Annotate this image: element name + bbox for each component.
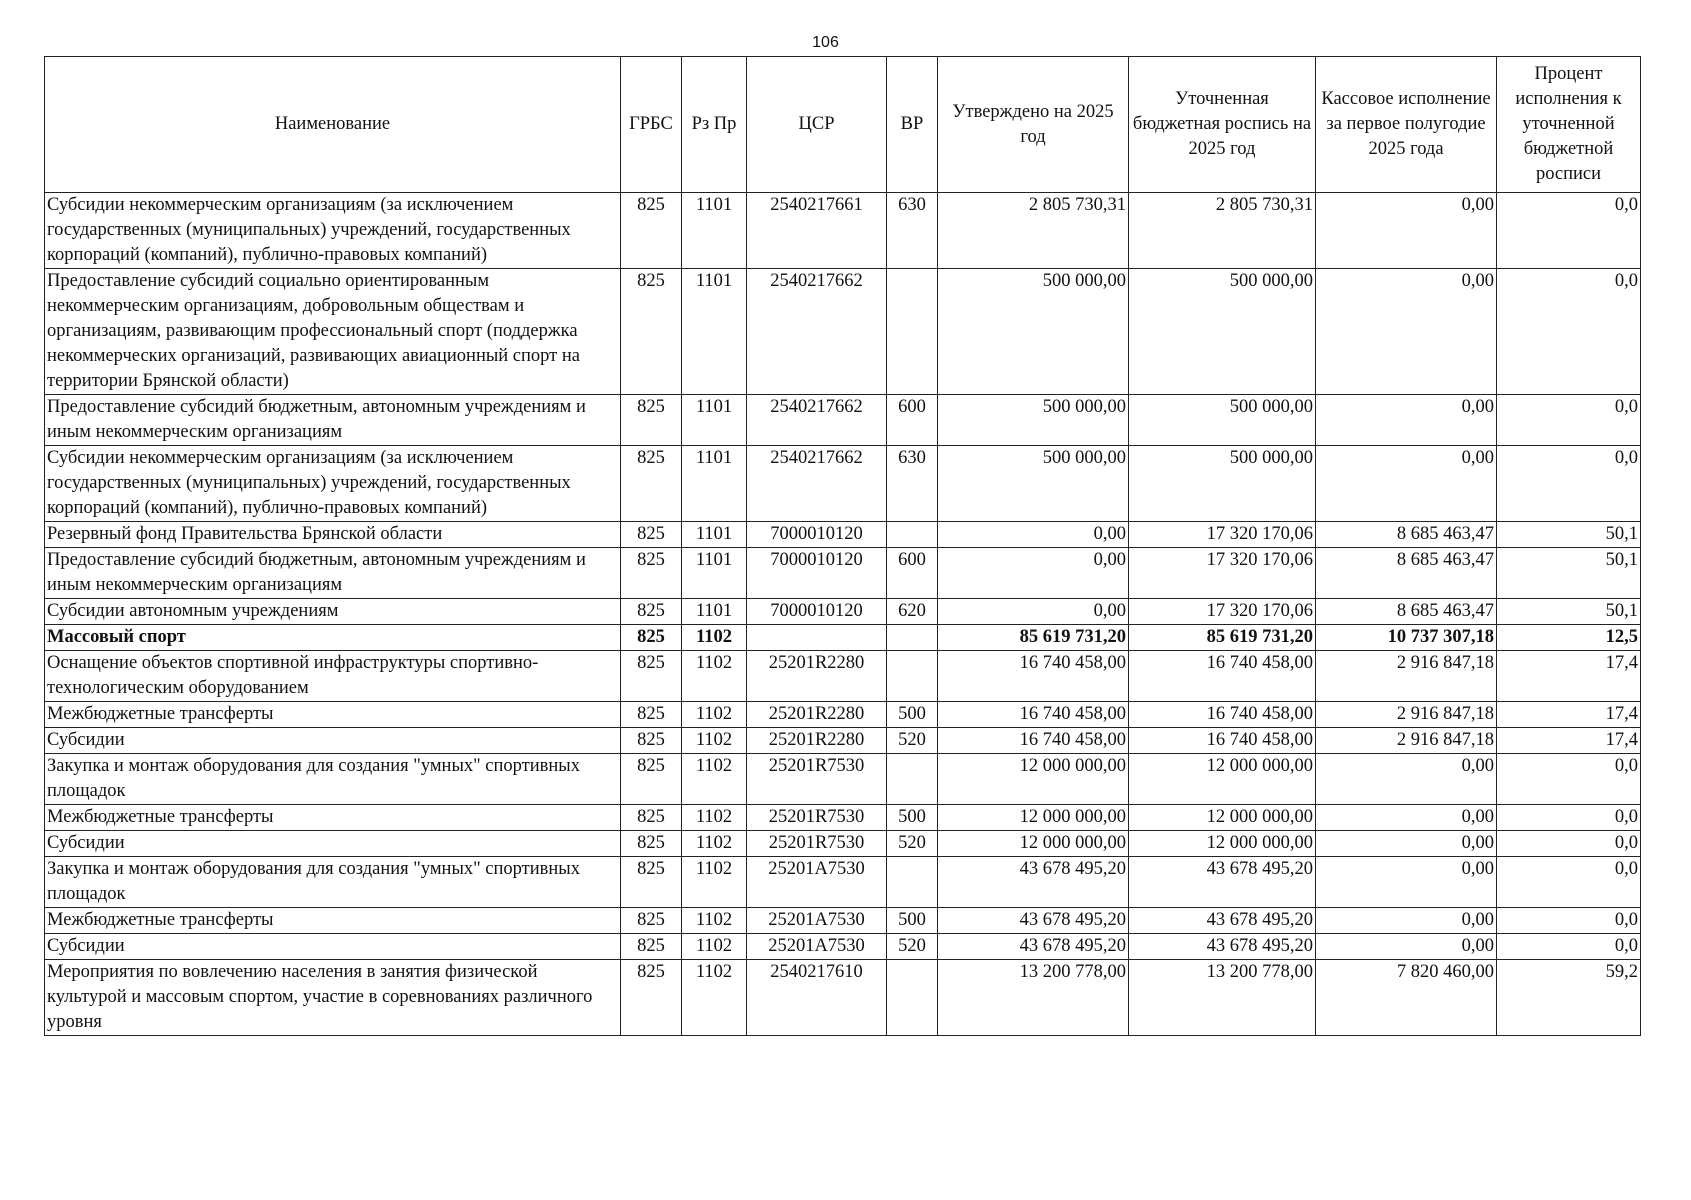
table-row	[45, 831, 1641, 857]
cell-rzpr: 1101	[682, 522, 747, 548]
cell-executed: 0,00	[1316, 754, 1497, 805]
cell-approved: 12 000 000,00	[938, 754, 1129, 805]
cell-approved: 16 740 458,00	[938, 728, 1129, 754]
cell-rzpr: 1101	[682, 599, 747, 625]
cell-grbs: 825	[621, 395, 682, 446]
cell-executed: 8 685 463,47	[1316, 522, 1497, 548]
cell-approved: 0,00	[938, 548, 1129, 599]
table-row	[45, 599, 1641, 625]
cell-refined: 43 678 495,20	[1129, 857, 1316, 908]
cell-refined: 13 200 778,00	[1129, 960, 1316, 1036]
cell-name: Субсидии	[45, 831, 621, 857]
cell-rzpr: 1102	[682, 857, 747, 908]
cell-approved: 16 740 458,00	[938, 702, 1129, 728]
cell-vr: 600	[887, 395, 938, 446]
cell-grbs: 825	[621, 651, 682, 702]
cell-name: Закупка и монтаж оборудования для создания "умных" спортивных площадок	[45, 754, 621, 805]
cell-grbs: 825	[621, 193, 682, 269]
cell-vr: 630	[887, 193, 938, 269]
cell-rzpr: 1102	[682, 934, 747, 960]
cell-rzpr: 1101	[682, 395, 747, 446]
cell-approved: 16 740 458,00	[938, 651, 1129, 702]
cell-name: Закупка и монтаж оборудования для создания "умных" спортивных площадок	[45, 857, 621, 908]
cell-percent: 0,0	[1497, 908, 1641, 934]
cell-grbs: 825	[621, 805, 682, 831]
cell-executed: 7 820 460,00	[1316, 960, 1497, 1036]
cell-csr: 2540217662	[747, 446, 887, 522]
cell-refined: 500 000,00	[1129, 269, 1316, 395]
cell-csr: 25201R2280	[747, 728, 887, 754]
header-rzpr: Рз Пр	[682, 57, 747, 193]
cell-grbs: 825	[621, 754, 682, 805]
cell-grbs: 825	[621, 599, 682, 625]
cell-name: Субсидии	[45, 728, 621, 754]
cell-percent: 50,1	[1497, 599, 1641, 625]
cell-csr: 25201R7530	[747, 831, 887, 857]
cell-vr	[887, 522, 938, 548]
cell-percent: 0,0	[1497, 805, 1641, 831]
table-row	[45, 651, 1641, 702]
table-row	[45, 548, 1641, 599]
cell-grbs: 825	[621, 269, 682, 395]
cell-grbs: 825	[621, 548, 682, 599]
cell-refined: 12 000 000,00	[1129, 805, 1316, 831]
header-refined: Уточненная бюджетная роспись на 2025 год	[1129, 57, 1316, 193]
cell-name: Субсидии некоммерческим организациям (за исключением государственных (муниципальных) учреждений, государственных корпораций (компаний), публично-правовых компаний)	[45, 446, 621, 522]
cell-refined: 16 740 458,00	[1129, 728, 1316, 754]
cell-name: Межбюджетные трансферты	[45, 702, 621, 728]
cell-name: Предоставление субсидий бюджетным, автономным учреждениям и иным некоммерческим организациям	[45, 548, 621, 599]
cell-percent: 0,0	[1497, 754, 1641, 805]
cell-percent: 0,0	[1497, 857, 1641, 908]
cell-rzpr: 1101	[682, 548, 747, 599]
cell-rzpr: 1101	[682, 269, 747, 395]
cell-name: Предоставление субсидий социально ориентированным некоммерческим организациям, добровольным обществам и организациям, развивающим профессиональный спорт (поддержка некоммерческих организаций, развивающих авиационный спорт на территории Брянской области)	[45, 269, 621, 395]
cell-csr: 2540217661	[747, 193, 887, 269]
cell-rzpr: 1102	[682, 702, 747, 728]
cell-percent: 59,2	[1497, 960, 1641, 1036]
cell-csr: 25201R2280	[747, 702, 887, 728]
cell-percent: 12,5	[1497, 625, 1641, 651]
header-executed: Кассовое исполнение за первое полугодие 2025 года	[1316, 57, 1497, 193]
cell-refined: 500 000,00	[1129, 446, 1316, 522]
cell-percent: 0,0	[1497, 934, 1641, 960]
cell-grbs: 825	[621, 625, 682, 651]
cell-percent: 50,1	[1497, 548, 1641, 599]
header-row	[45, 57, 1641, 193]
cell-csr: 25201R7530	[747, 805, 887, 831]
cell-percent: 0,0	[1497, 446, 1641, 522]
cell-name: Оснащение объектов спортивной инфраструктуры спортивно-технологическим оборудованием	[45, 651, 621, 702]
header-csr: ЦСР	[747, 57, 887, 193]
cell-name: Субсидии автономным учреждениям	[45, 599, 621, 625]
cell-vr: 500	[887, 702, 938, 728]
cell-name: Межбюджетные трансферты	[45, 805, 621, 831]
cell-approved: 43 678 495,20	[938, 857, 1129, 908]
cell-executed: 0,00	[1316, 395, 1497, 446]
cell-executed: 2 916 847,18	[1316, 728, 1497, 754]
table-row	[45, 934, 1641, 960]
cell-approved: 12 000 000,00	[938, 831, 1129, 857]
table-row	[45, 960, 1641, 1036]
cell-grbs: 825	[621, 522, 682, 548]
cell-approved: 43 678 495,20	[938, 908, 1129, 934]
cell-csr	[747, 625, 887, 651]
cell-refined: 16 740 458,00	[1129, 651, 1316, 702]
cell-name: Мероприятия по вовлечению населения в занятия физической культурой и массовым спортом, участие в соревнованиях различного уровня	[45, 960, 621, 1036]
cell-grbs: 825	[621, 702, 682, 728]
cell-refined: 85 619 731,20	[1129, 625, 1316, 651]
cell-approved: 12 000 000,00	[938, 805, 1129, 831]
cell-executed: 0,00	[1316, 193, 1497, 269]
cell-refined: 2 805 730,31	[1129, 193, 1316, 269]
cell-csr: 25201R2280	[747, 651, 887, 702]
cell-refined: 17 320 170,06	[1129, 599, 1316, 625]
table-row	[45, 522, 1641, 548]
table-row	[45, 395, 1641, 446]
cell-vr	[887, 857, 938, 908]
cell-rzpr: 1101	[682, 446, 747, 522]
cell-vr: 520	[887, 728, 938, 754]
budget-table	[44, 56, 1641, 1036]
cell-rzpr: 1102	[682, 728, 747, 754]
cell-refined: 12 000 000,00	[1129, 754, 1316, 805]
cell-name: Межбюджетные трансферты	[45, 908, 621, 934]
cell-vr	[887, 960, 938, 1036]
table-row	[45, 269, 1641, 395]
cell-approved: 43 678 495,20	[938, 934, 1129, 960]
cell-vr: 520	[887, 831, 938, 857]
cell-vr: 500	[887, 908, 938, 934]
cell-executed: 0,00	[1316, 857, 1497, 908]
cell-vr	[887, 269, 938, 395]
cell-grbs: 825	[621, 728, 682, 754]
cell-executed: 0,00	[1316, 269, 1497, 395]
table-body	[45, 193, 1641, 1036]
cell-name: Массовый спорт	[45, 625, 621, 651]
header-name: Наименование	[45, 57, 621, 193]
cell-executed: 2 916 847,18	[1316, 651, 1497, 702]
cell-rzpr: 1102	[682, 960, 747, 1036]
table-row	[45, 728, 1641, 754]
cell-csr: 7000010120	[747, 522, 887, 548]
cell-csr: 2540217610	[747, 960, 887, 1036]
header-percent: Процент исполнения к уточненной бюджетной росписи	[1497, 57, 1641, 193]
cell-refined: 17 320 170,06	[1129, 522, 1316, 548]
table-row	[45, 754, 1641, 805]
cell-approved: 0,00	[938, 599, 1129, 625]
cell-percent: 17,4	[1497, 728, 1641, 754]
cell-percent: 50,1	[1497, 522, 1641, 548]
cell-vr: 520	[887, 934, 938, 960]
table-row	[45, 805, 1641, 831]
cell-vr	[887, 625, 938, 651]
cell-refined: 17 320 170,06	[1129, 548, 1316, 599]
table-row	[45, 908, 1641, 934]
table-row	[45, 193, 1641, 269]
cell-percent: 0,0	[1497, 395, 1641, 446]
cell-executed: 8 685 463,47	[1316, 599, 1497, 625]
cell-name: Субсидии некоммерческим организациям (за исключением государственных (муниципальных) учреждений, государственных корпораций (компаний), публично-правовых компаний)	[45, 193, 621, 269]
cell-csr: 25201R7530	[747, 754, 887, 805]
cell-executed: 0,00	[1316, 831, 1497, 857]
table-row	[45, 446, 1641, 522]
cell-rzpr: 1102	[682, 805, 747, 831]
cell-grbs: 825	[621, 934, 682, 960]
cell-percent: 17,4	[1497, 651, 1641, 702]
cell-refined: 43 678 495,20	[1129, 934, 1316, 960]
cell-vr	[887, 651, 938, 702]
cell-approved: 85 619 731,20	[938, 625, 1129, 651]
cell-name: Резервный фонд Правительства Брянской области	[45, 522, 621, 548]
cell-percent: 0,0	[1497, 831, 1641, 857]
cell-vr: 600	[887, 548, 938, 599]
cell-csr: 7000010120	[747, 548, 887, 599]
cell-csr: 2540217662	[747, 395, 887, 446]
cell-grbs: 825	[621, 908, 682, 934]
cell-refined: 12 000 000,00	[1129, 831, 1316, 857]
cell-executed: 8 685 463,47	[1316, 548, 1497, 599]
cell-grbs: 825	[621, 960, 682, 1036]
cell-csr: 25201A7530	[747, 908, 887, 934]
cell-executed: 0,00	[1316, 805, 1497, 831]
cell-executed: 2 916 847,18	[1316, 702, 1497, 728]
cell-vr: 500	[887, 805, 938, 831]
cell-approved: 2 805 730,31	[938, 193, 1129, 269]
cell-vr: 630	[887, 446, 938, 522]
cell-grbs: 825	[621, 831, 682, 857]
cell-percent: 0,0	[1497, 193, 1641, 269]
header-grbs: ГРБС	[621, 57, 682, 193]
cell-refined: 500 000,00	[1129, 395, 1316, 446]
cell-grbs: 825	[621, 857, 682, 908]
cell-grbs: 825	[621, 446, 682, 522]
cell-csr: 2540217662	[747, 269, 887, 395]
cell-approved: 500 000,00	[938, 269, 1129, 395]
header-approved: Утверждено на 2025 год	[938, 57, 1129, 193]
cell-csr: 25201A7530	[747, 934, 887, 960]
table-row	[45, 702, 1641, 728]
cell-rzpr: 1101	[682, 193, 747, 269]
cell-executed: 0,00	[1316, 908, 1497, 934]
cell-refined: 16 740 458,00	[1129, 702, 1316, 728]
cell-approved: 500 000,00	[938, 395, 1129, 446]
cell-vr	[887, 754, 938, 805]
cell-percent: 17,4	[1497, 702, 1641, 728]
cell-csr: 7000010120	[747, 599, 887, 625]
header-vr: ВР	[887, 57, 938, 193]
table-row	[45, 625, 1641, 651]
cell-rzpr: 1102	[682, 625, 747, 651]
table-row	[45, 857, 1641, 908]
cell-approved: 500 000,00	[938, 446, 1129, 522]
cell-rzpr: 1102	[682, 831, 747, 857]
page-number: 106	[812, 34, 839, 51]
cell-vr: 620	[887, 599, 938, 625]
cell-executed: 10 737 307,18	[1316, 625, 1497, 651]
cell-executed: 0,00	[1316, 934, 1497, 960]
cell-approved: 0,00	[938, 522, 1129, 548]
cell-name: Субсидии	[45, 934, 621, 960]
cell-refined: 43 678 495,20	[1129, 908, 1316, 934]
cell-rzpr: 1102	[682, 754, 747, 805]
cell-approved: 13 200 778,00	[938, 960, 1129, 1036]
cell-csr: 25201A7530	[747, 857, 887, 908]
cell-rzpr: 1102	[682, 651, 747, 702]
cell-percent: 0,0	[1497, 269, 1641, 395]
cell-executed: 0,00	[1316, 446, 1497, 522]
cell-name: Предоставление субсидий бюджетным, автономным учреждениям и иным некоммерческим организациям	[45, 395, 621, 446]
cell-rzpr: 1102	[682, 908, 747, 934]
